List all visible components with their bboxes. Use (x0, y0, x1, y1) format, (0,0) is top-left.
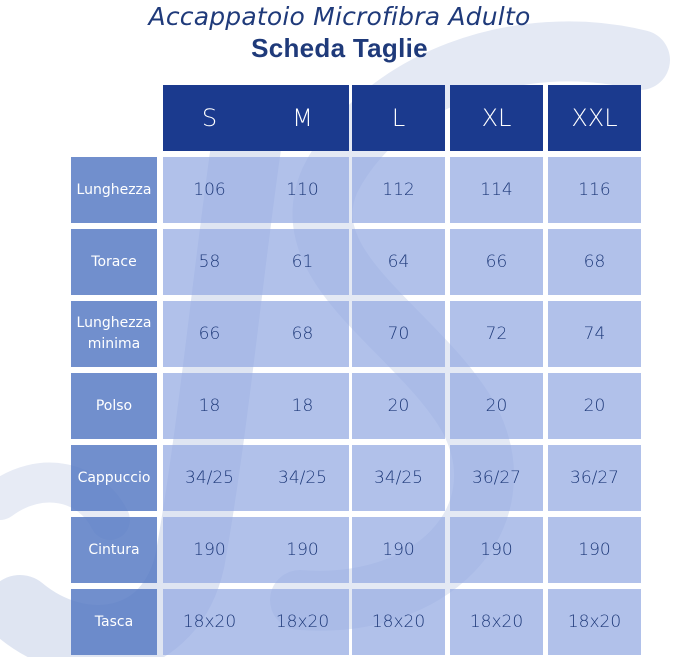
page-title: Accappatoio Microfibra Adulto (148, 2, 531, 31)
size-header-xxl: XXL (548, 85, 641, 151)
table-cell: 64 (352, 229, 445, 295)
table-cell: 70 (352, 301, 445, 367)
table-cell: 18x20 (256, 589, 349, 655)
table-cell: 36/27 (548, 445, 641, 511)
table-cell: 34/25 (352, 445, 445, 511)
table-cell: 106 (163, 157, 256, 223)
table-cell: 68 (256, 301, 349, 367)
table-cell: 116 (548, 157, 641, 223)
table-cell: 110 (256, 157, 349, 223)
size-header-m: M (256, 85, 349, 151)
table-cell: 20 (450, 373, 543, 439)
table-cell: 18 (163, 373, 256, 439)
row-label: Lunghezza minima (71, 301, 157, 367)
table-cell: 20 (548, 373, 641, 439)
table-cell: 18x20 (450, 589, 543, 655)
table-cell: 66 (450, 229, 543, 295)
table-cell: 72 (450, 301, 543, 367)
table-cell: 20 (352, 373, 445, 439)
table-cell: 36/27 (450, 445, 543, 511)
size-header-s: S (163, 85, 256, 151)
table-cell: 190 (450, 517, 543, 583)
table-cell: 61 (256, 229, 349, 295)
size-header-xl: XL (450, 85, 543, 151)
row-label: Polso (71, 373, 157, 439)
size-header-l: L (352, 85, 445, 151)
table-cell: 190 (548, 517, 641, 583)
table-cell: 112 (352, 157, 445, 223)
table-cell: 190 (352, 517, 445, 583)
table-cell: 18x20 (163, 589, 256, 655)
row-label: Torace (71, 229, 157, 295)
row-label: Cappuccio (71, 445, 157, 511)
table-cell: 18x20 (352, 589, 445, 655)
table-cell: 58 (163, 229, 256, 295)
table-cell: 18 (256, 373, 349, 439)
row-label: Lunghezza (71, 157, 157, 223)
table-cell: 190 (163, 517, 256, 583)
table-cell: 66 (163, 301, 256, 367)
row-label: Cintura (71, 517, 157, 583)
table-cell: 68 (548, 229, 641, 295)
table-cell: 114 (450, 157, 543, 223)
table-cell: 74 (548, 301, 641, 367)
table-cell: 190 (256, 517, 349, 583)
row-label: Tasca (71, 589, 157, 655)
page-subtitle: Scheda Taglie (251, 33, 428, 63)
table-cell: 34/25 (256, 445, 349, 511)
table-cell: 18x20 (548, 589, 641, 655)
table-cell: 34/25 (163, 445, 256, 511)
